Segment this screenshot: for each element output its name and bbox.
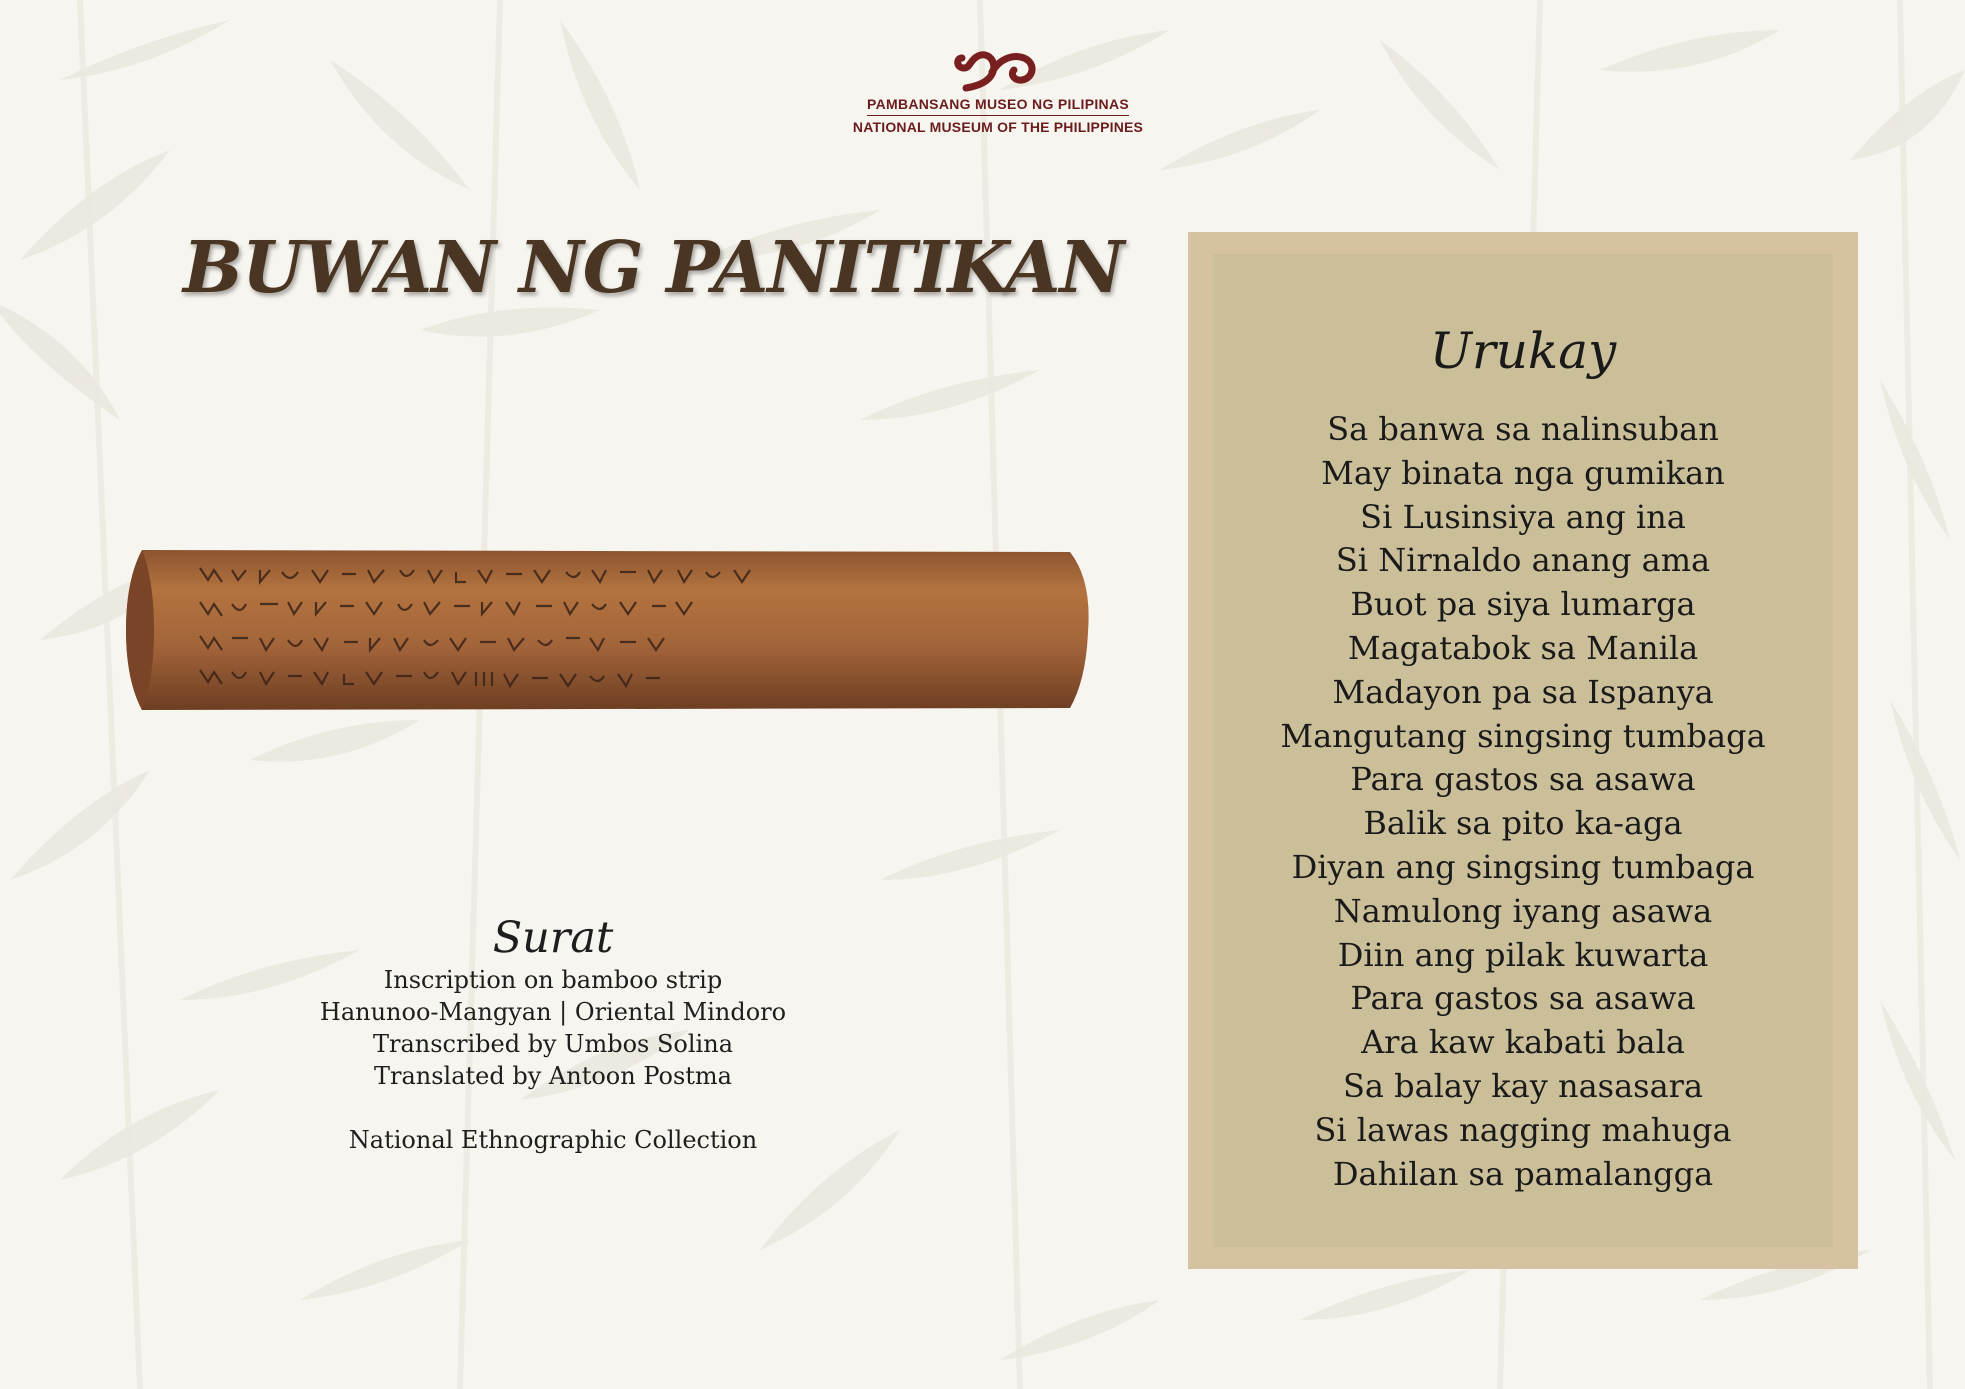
- caption-line: Hanunoo-Mangyan | Oriental Mindoro: [319, 998, 787, 1026]
- poem-line: Madayon pa sa Ispanya: [1332, 672, 1714, 711]
- poem-line: Namulong iyang asawa: [1333, 891, 1713, 930]
- caption-title: Surat: [492, 913, 614, 963]
- poem-line: Diyan ang singsing tumbaga: [1291, 847, 1755, 886]
- poem-line: Mangutang singsing tumbaga: [1280, 716, 1766, 755]
- poem-line: Ara kaw kabati bala: [1361, 1023, 1685, 1062]
- caption-collection: National Ethnographic Collection: [348, 1126, 758, 1154]
- bamboo-strip-image: [120, 540, 1100, 720]
- poem-title: Urukay: [1429, 322, 1617, 380]
- museum-logo-icon: [948, 48, 1048, 94]
- caption-line: Translated by Antoon Postma: [373, 1062, 732, 1090]
- page-title: BUWAN NG PANITIKAN: [183, 225, 1124, 309]
- poem-line: Si Nirnaldo anang ama: [1335, 541, 1711, 580]
- poem-line: Si Lusinsiya ang ina: [1360, 497, 1686, 536]
- poem-line: Sa balay kay nasasara: [1342, 1066, 1704, 1105]
- poem-line: Para gastos sa asawa: [1350, 979, 1696, 1018]
- poem-lines: [1213, 408, 1833, 1196]
- poem-line: May binata nga gumikan: [1321, 453, 1725, 492]
- poem-panel-inner: [1213, 254, 1833, 1247]
- poem-line: Sa banwa sa nalinsuban: [1327, 410, 1719, 448]
- poem-line: Dahilan sa pamalangga: [1332, 1154, 1714, 1193]
- poem-line: Diin ang pilak kuwarta: [1337, 935, 1709, 974]
- poem-line: Balik sa pito ka-aga: [1363, 804, 1683, 843]
- museum-name-english: NATIONAL MUSEUM OF THE PHILIPPINES: [852, 119, 1144, 135]
- poem-panel: [1188, 232, 1858, 1269]
- artifact-caption: [253, 912, 853, 1156]
- poem-line: Magatabok sa Manila: [1347, 628, 1699, 667]
- poem-line: Si lawas nagging mahuga: [1314, 1110, 1732, 1149]
- caption-line: Inscription on bamboo strip: [383, 966, 723, 994]
- museum-logo: [838, 48, 1158, 148]
- poem-line: Buot pa siya lumarga: [1350, 585, 1696, 624]
- poem-line: Para gastos sa asawa: [1350, 760, 1696, 799]
- caption-line: Transcribed by Umbos Solina: [372, 1030, 733, 1058]
- museum-name-filipino: PAMBANSANG MUSEO NG PILIPINAS: [867, 96, 1129, 116]
